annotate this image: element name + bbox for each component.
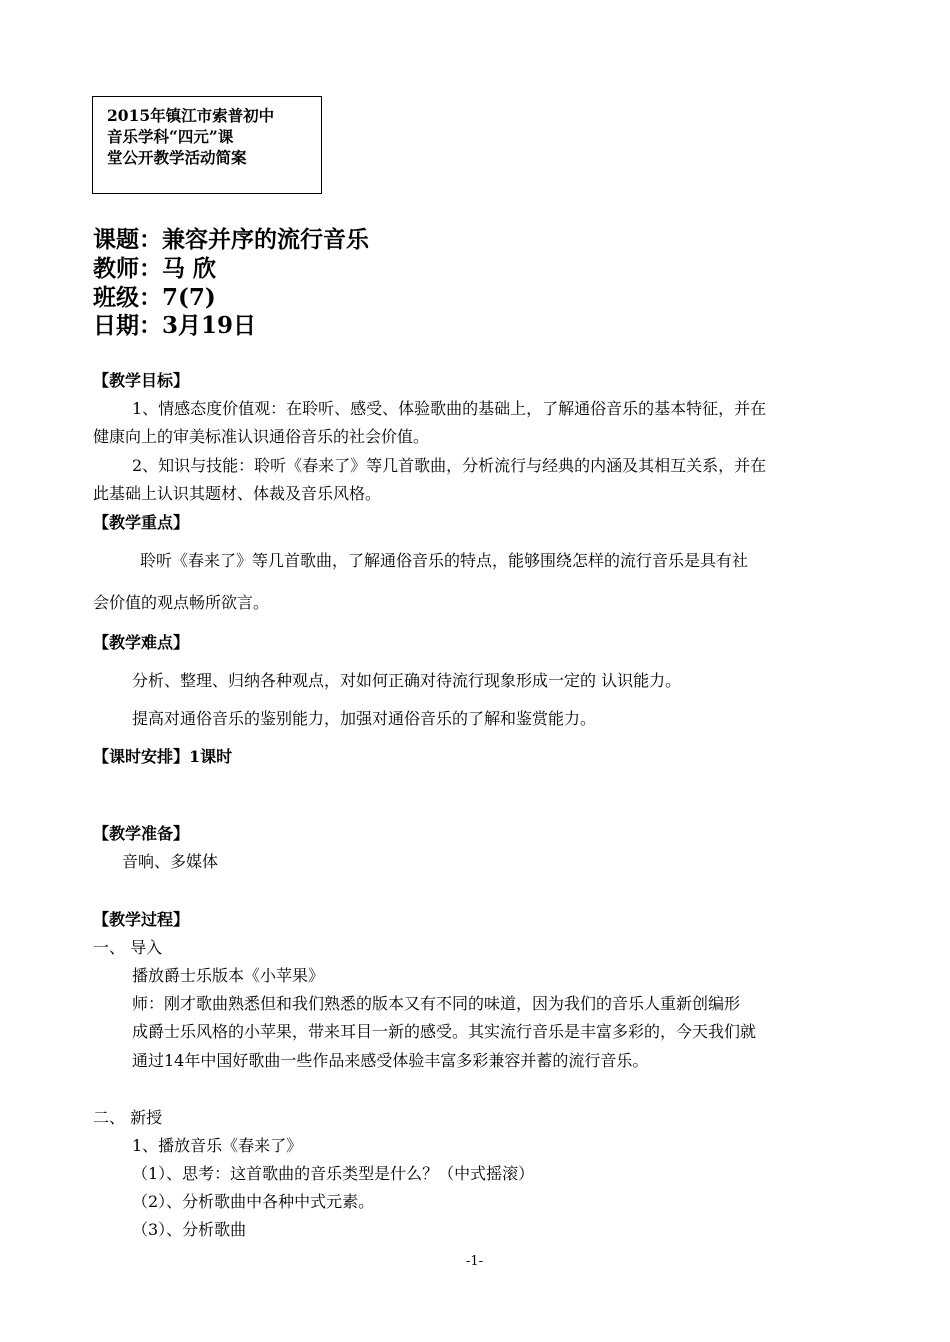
section1-line4: 通过14年中国好歌曲一些作品来感受体验丰富多彩兼容并蓄的流行音乐。 [132, 1051, 649, 1070]
header-line-2: 音乐学科“四元”课 [107, 127, 234, 146]
schedule-line [93, 747, 232, 767]
section2-title: 二、 新授 [93, 1108, 163, 1127]
teacher-line: 教师：马 欣 [93, 255, 217, 282]
topic-line: 课题：兼容并序的流行音乐 [93, 226, 369, 253]
process-heading: 【教学过程】 [93, 910, 190, 929]
goals-p1-line1: 1、情感态度价值观：在聆听、感受、体验歌曲的基础上，了解通俗音乐的基本特征，并在 [132, 399, 767, 418]
difficulty-line2: 提高对通俗音乐的鉴别能力，加强对通俗音乐的了解和鉴赏能力。 [132, 709, 597, 728]
prep-value: 音响、多媒体 [122, 852, 219, 871]
difficulty-line1: 分析、整理、归纳各种观点，对如何正确对待流行现象形成一定的 认识能力。 [132, 671, 682, 690]
section2-line4: （3）、分析歌曲 [132, 1220, 247, 1239]
section1-line2: 师：刚才歌曲熟悉但和我们熟悉的版本又有不同的味道，因为我们的音乐人重新创编形 [132, 994, 741, 1013]
goals-p2-line1: 2、知识与技能：聆听《春来了》等几首歌曲，分析流行与经典的内涵及其相互关系，并在 [132, 456, 767, 475]
prep-heading: 【教学准备】 [93, 824, 190, 843]
schedule-heading: 【课时安排】 [93, 747, 190, 766]
header-line-1: 2015年镇江市索普初中 [107, 106, 275, 125]
difficulty-heading: 【教学难点】 [93, 633, 190, 652]
date-line: 日期：3月19日 [93, 312, 257, 339]
section1-title: 一、 导入 [93, 938, 163, 957]
header-line-3: 堂公开教学活动简案 [107, 148, 247, 167]
goals-p2-line2: 此基础上认识其题材、体裁及音乐风格。 [93, 484, 382, 503]
class-line: 班级：7(7) [93, 284, 216, 311]
section1-line3: 成爵士乐风格的小苹果，带来耳目一新的感受。其实流行音乐是丰富多彩的，今天我们就 [132, 1022, 757, 1041]
header-title-box [92, 96, 322, 194]
section2-line1: 1、播放音乐《春来了》 [132, 1136, 303, 1155]
section2-line2: （1）、思考：这首歌曲的音乐类型是什么？（中式摇滚） [132, 1164, 535, 1183]
section2-line3: （2）、分析歌曲中各种中式元素。 [132, 1192, 375, 1211]
section1-line1: 播放爵士乐版本《小苹果》 [132, 966, 325, 985]
goals-p1-line2: 健康向上的审美标准认识通俗音乐的社会价值。 [93, 427, 430, 446]
schedule-value: 1课时 [189, 747, 233, 766]
page-number: -1- [466, 1254, 484, 1269]
goals-heading: 【教学目标】 [93, 371, 190, 390]
key-line2: 会价值的观点畅所欲言。 [93, 593, 270, 612]
key-heading: 【教学重点】 [93, 513, 190, 532]
key-line1: 聆听《春来了》等几首歌曲，了解通俗音乐的特点，能够围绕怎样的流行音乐是具有社 [140, 551, 749, 570]
